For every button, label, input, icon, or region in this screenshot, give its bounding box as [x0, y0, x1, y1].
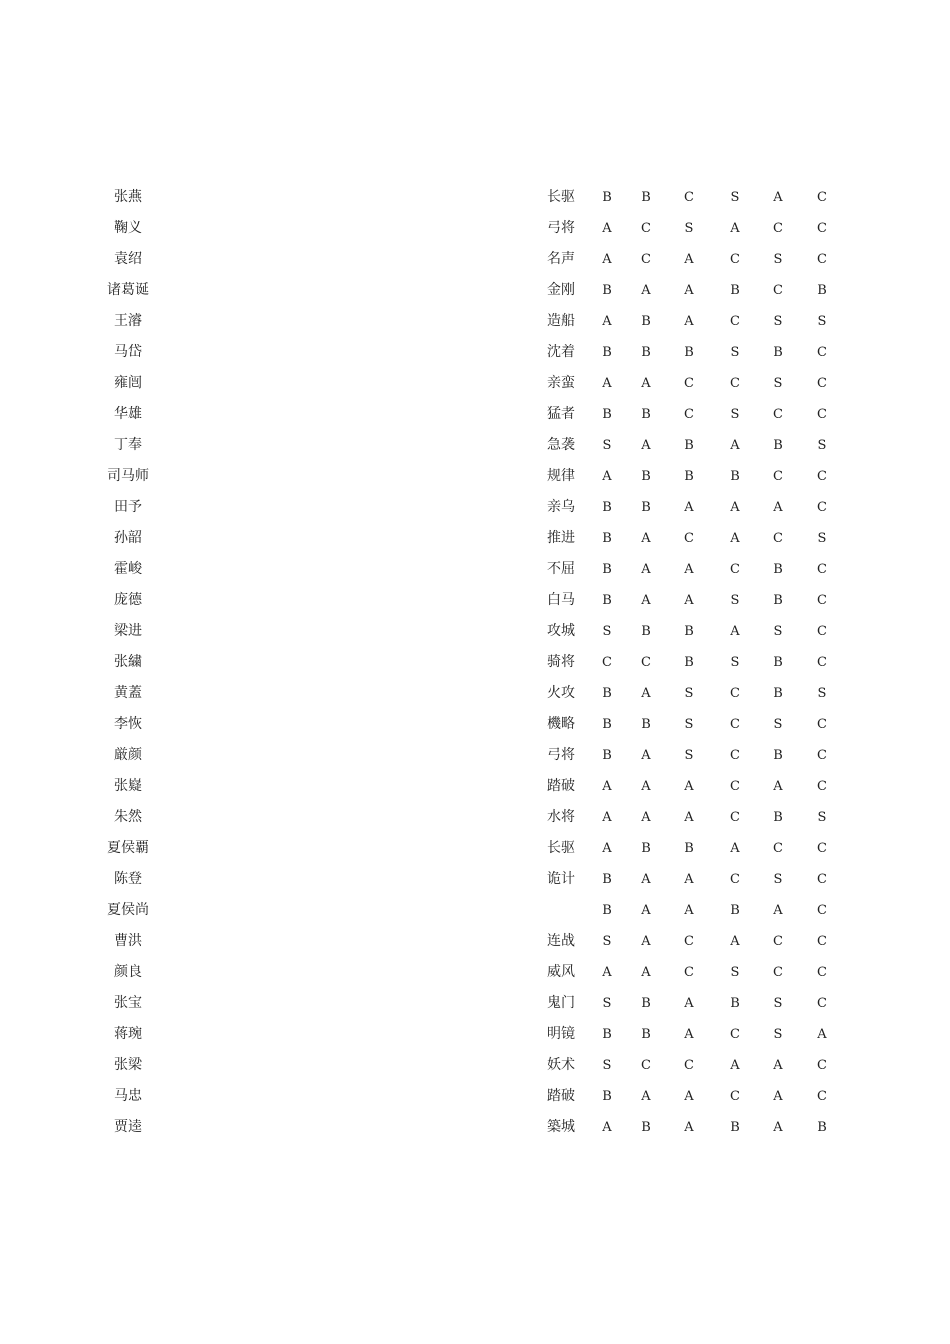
aptitude-grade: C	[773, 934, 783, 949]
aptitude-grade: B	[641, 996, 651, 1011]
table-row	[0, 275, 950, 306]
aptitude-grade: A	[602, 1120, 612, 1135]
aptitude-grade: B	[602, 717, 612, 732]
aptitude-grade: A	[684, 283, 694, 298]
aptitude-grade: A	[641, 779, 651, 794]
aptitude-grade: A	[773, 903, 783, 918]
officer-skill: 踏破	[547, 1088, 575, 1104]
officer-name: 马忠	[114, 1088, 142, 1104]
table-row	[0, 368, 950, 399]
officer-name: 陈登	[114, 871, 142, 887]
aptitude-grade: A	[773, 1058, 783, 1073]
officer-skill: 规律	[547, 468, 575, 484]
table-row	[0, 492, 950, 523]
aptitude-grade: A	[684, 314, 694, 329]
aptitude-grade: B	[602, 1089, 612, 1104]
aptitude-grade: A	[730, 221, 740, 236]
aptitude-grade: A	[730, 531, 740, 546]
aptitude-grade: S	[602, 996, 612, 1011]
table-row	[0, 802, 950, 833]
officer-skill: 水将	[547, 809, 575, 825]
aptitude-grade: B	[730, 283, 740, 298]
aptitude-grade: C	[817, 903, 827, 918]
aptitude-grade: A	[730, 624, 740, 639]
aptitude-grade: A	[730, 841, 740, 856]
aptitude-grade: C	[773, 283, 783, 298]
officer-skill: 造船	[547, 313, 575, 329]
aptitude-grade: C	[817, 1058, 827, 1073]
aptitude-grade: A	[684, 500, 694, 515]
aptitude-grade: B	[602, 593, 612, 608]
aptitude-grade: C	[730, 376, 740, 391]
aptitude-grade: B	[602, 903, 612, 918]
aptitude-grade: A	[602, 221, 612, 236]
aptitude-grade: B	[684, 655, 694, 670]
aptitude-grade: S	[730, 407, 740, 422]
officer-skill: 機略	[547, 716, 575, 732]
aptitude-grade: A	[684, 593, 694, 608]
officer-name: 曹洪	[114, 933, 142, 949]
aptitude-grade: C	[817, 1089, 827, 1104]
aptitude-grade: C	[817, 190, 827, 205]
aptitude-grade: S	[602, 1058, 612, 1073]
aptitude-grade: C	[773, 221, 783, 236]
aptitude-grade: A	[602, 779, 612, 794]
aptitude-grade: B	[641, 624, 651, 639]
aptitude-grade: C	[817, 841, 827, 856]
aptitude-grade: C	[641, 252, 651, 267]
aptitude-grade: A	[641, 934, 651, 949]
table-row	[0, 678, 950, 709]
aptitude-grade: S	[684, 686, 694, 701]
aptitude-grade: B	[602, 686, 612, 701]
officer-name: 厳颜	[114, 747, 142, 763]
aptitude-grade: B	[773, 593, 783, 608]
aptitude-grade: B	[602, 345, 612, 360]
aptitude-grade: A	[684, 903, 694, 918]
officer-name: 朱然	[114, 809, 142, 825]
officer-name: 张繍	[114, 654, 142, 670]
table-row	[0, 585, 950, 616]
table-row	[0, 554, 950, 585]
aptitude-grade: C	[773, 407, 783, 422]
officer-name: 袁绍	[114, 251, 142, 267]
table-row	[0, 461, 950, 492]
aptitude-grade: S	[817, 438, 827, 453]
officer-name: 丁奉	[114, 437, 142, 453]
officer-skill: 威风	[547, 964, 575, 980]
aptitude-grade: A	[641, 531, 651, 546]
aptitude-grade: A	[730, 438, 740, 453]
aptitude-grade: A	[641, 376, 651, 391]
aptitude-grade: B	[641, 345, 651, 360]
aptitude-grade: C	[730, 252, 740, 267]
aptitude-grade: S	[602, 438, 612, 453]
aptitude-grade: A	[684, 810, 694, 825]
table-row	[0, 399, 950, 430]
aptitude-grade: A	[817, 1027, 827, 1042]
table-row	[0, 957, 950, 988]
aptitude-grade: A	[641, 438, 651, 453]
aptitude-grade: C	[773, 469, 783, 484]
aptitude-grade: C	[817, 252, 827, 267]
officer-name: 孙韶	[114, 530, 142, 546]
aptitude-grade: C	[817, 779, 827, 794]
aptitude-grade: S	[817, 810, 827, 825]
aptitude-grade: B	[641, 1027, 651, 1042]
table-row	[0, 1050, 950, 1081]
officer-skill: 长驱	[547, 189, 575, 205]
aptitude-grade: A	[684, 1027, 694, 1042]
officer-name: 贾逵	[114, 1119, 142, 1135]
aptitude-grade: B	[684, 469, 694, 484]
aptitude-grade: C	[817, 934, 827, 949]
officer-name: 夏侯覇	[107, 840, 149, 856]
officer-name: 马岱	[114, 344, 142, 360]
aptitude-grade: C	[773, 841, 783, 856]
aptitude-grade: C	[684, 965, 694, 980]
aptitude-grade: B	[602, 283, 612, 298]
aptitude-grade: B	[730, 1120, 740, 1135]
aptitude-grade: C	[817, 872, 827, 887]
aptitude-grade: C	[730, 1027, 740, 1042]
aptitude-grade: C	[730, 872, 740, 887]
officer-name: 颜良	[114, 964, 142, 980]
aptitude-grade: C	[817, 221, 827, 236]
table-row	[0, 926, 950, 957]
aptitude-grade: B	[817, 1120, 827, 1135]
aptitude-grade: B	[773, 810, 783, 825]
officer-skill: 连战	[547, 933, 575, 949]
table-row	[0, 709, 950, 740]
aptitude-grade: B	[602, 562, 612, 577]
aptitude-grade: C	[730, 314, 740, 329]
officer-name: 梁进	[114, 623, 142, 639]
aptitude-grade: A	[641, 810, 651, 825]
aptitude-grade: C	[641, 1058, 651, 1073]
aptitude-grade: S	[684, 717, 694, 732]
aptitude-grade: A	[641, 872, 651, 887]
aptitude-grade: A	[641, 593, 651, 608]
aptitude-grade: C	[602, 655, 612, 670]
aptitude-grade: B	[773, 562, 783, 577]
aptitude-grade: C	[817, 500, 827, 515]
aptitude-grade: C	[817, 655, 827, 670]
aptitude-grade: A	[641, 965, 651, 980]
aptitude-grade: B	[641, 469, 651, 484]
aptitude-grade: C	[730, 717, 740, 732]
aptitude-grade: C	[817, 376, 827, 391]
aptitude-grade: A	[773, 1120, 783, 1135]
officer-skill: 推进	[547, 530, 575, 546]
officer-name: 蒋琬	[114, 1026, 142, 1042]
officer-name: 华雄	[114, 406, 142, 422]
aptitude-grade: C	[773, 965, 783, 980]
aptitude-grade: S	[773, 252, 783, 267]
officer-name: 田予	[114, 499, 142, 515]
aptitude-grade: A	[730, 934, 740, 949]
aptitude-grade: B	[602, 1027, 612, 1042]
aptitude-grade: S	[602, 624, 612, 639]
aptitude-grade: S	[773, 1027, 783, 1042]
aptitude-grade: C	[641, 655, 651, 670]
table-row	[0, 213, 950, 244]
officer-skill: 急袭	[547, 437, 575, 453]
aptitude-grade: S	[773, 996, 783, 1011]
table-row	[0, 833, 950, 864]
aptitude-grade: A	[730, 1058, 740, 1073]
aptitude-grade: C	[730, 748, 740, 763]
table-row	[0, 864, 950, 895]
aptitude-grade: A	[602, 376, 612, 391]
officer-skill: 金刚	[547, 282, 575, 298]
aptitude-grade: A	[773, 779, 783, 794]
aptitude-grade: A	[602, 252, 612, 267]
aptitude-grade: C	[684, 531, 694, 546]
aptitude-grade: A	[684, 252, 694, 267]
officer-skill: 长驱	[547, 840, 575, 856]
officer-skill: 亲乌	[547, 499, 575, 515]
aptitude-grade: B	[602, 748, 612, 763]
aptitude-grade: C	[684, 1058, 694, 1073]
officer-skill: 诡计	[547, 871, 575, 887]
aptitude-grade: B	[602, 531, 612, 546]
officer-name: 庞德	[114, 592, 142, 608]
aptitude-grade: S	[730, 593, 740, 608]
aptitude-grade: C	[730, 1089, 740, 1104]
table-row	[0, 523, 950, 554]
aptitude-grade: S	[773, 376, 783, 391]
aptitude-grade: A	[602, 810, 612, 825]
aptitude-grade: S	[730, 345, 740, 360]
officer-name: 张宝	[114, 995, 142, 1011]
aptitude-grade: B	[641, 190, 651, 205]
officer-skill	[536, 895, 586, 926]
officer-skill: 沈着	[547, 344, 575, 360]
aptitude-grade: B	[730, 903, 740, 918]
table-row	[0, 1019, 950, 1050]
aptitude-grade: B	[641, 407, 651, 422]
aptitude-grade: A	[773, 190, 783, 205]
aptitude-grade: B	[641, 314, 651, 329]
aptitude-grade: C	[730, 810, 740, 825]
aptitude-grade: B	[602, 407, 612, 422]
aptitude-grade: A	[684, 996, 694, 1011]
table-row	[0, 337, 950, 368]
table-row	[0, 988, 950, 1019]
officer-skill: 弓将	[547, 220, 575, 236]
aptitude-grade: A	[684, 1120, 694, 1135]
officer-name: 雍闿	[114, 375, 142, 391]
aptitude-grade: A	[684, 562, 694, 577]
aptitude-grade: A	[641, 686, 651, 701]
aptitude-grade: B	[773, 686, 783, 701]
aptitude-grade: C	[730, 779, 740, 794]
aptitude-grade: S	[773, 717, 783, 732]
aptitude-grade: C	[684, 376, 694, 391]
aptitude-grade: C	[817, 407, 827, 422]
table-row	[0, 244, 950, 275]
officer-skill: 妖术	[547, 1057, 575, 1073]
aptitude-grade: B	[641, 717, 651, 732]
officer-skill: 鬼门	[547, 995, 575, 1011]
aptitude-grade: B	[730, 469, 740, 484]
officer-name: 李恢	[114, 716, 142, 732]
aptitude-grade: C	[817, 717, 827, 732]
aptitude-grade: C	[730, 562, 740, 577]
officer-skill: 火攻	[547, 685, 575, 701]
officer-name: 霍峻	[114, 561, 142, 577]
officer-name: 夏侯尚	[107, 902, 149, 918]
aptitude-grade: C	[641, 221, 651, 236]
aptitude-grade: A	[602, 314, 612, 329]
aptitude-grade: B	[773, 748, 783, 763]
aptitude-grade: B	[641, 841, 651, 856]
aptitude-grade: B	[602, 872, 612, 887]
aptitude-grade: A	[773, 500, 783, 515]
officer-name: 张燕	[114, 189, 142, 205]
table-row	[0, 895, 950, 926]
aptitude-grade: B	[817, 283, 827, 298]
aptitude-grade: A	[602, 469, 612, 484]
aptitude-grade: S	[602, 934, 612, 949]
officer-name: 鞠义	[114, 220, 142, 236]
aptitude-grade: B	[730, 996, 740, 1011]
officer-skill: 亲蛮	[547, 375, 575, 391]
aptitude-grade: S	[773, 624, 783, 639]
aptitude-grade: B	[773, 438, 783, 453]
aptitude-grade: S	[773, 872, 783, 887]
aptitude-grade: A	[602, 965, 612, 980]
aptitude-grade: A	[641, 1089, 651, 1104]
aptitude-grade: S	[684, 221, 694, 236]
officer-skill: 不屈	[547, 561, 575, 577]
table-row	[0, 647, 950, 678]
aptitude-grade: C	[817, 562, 827, 577]
aptitude-grade: S	[817, 314, 827, 329]
aptitude-grade: C	[684, 934, 694, 949]
aptitude-grade: A	[602, 841, 612, 856]
aptitude-grade: B	[684, 438, 694, 453]
table-row	[0, 1112, 950, 1143]
aptitude-grade: C	[684, 190, 694, 205]
officer-skill: 明镜	[547, 1026, 575, 1042]
aptitude-grade: C	[817, 965, 827, 980]
aptitude-grade: S	[730, 965, 740, 980]
aptitude-grade: C	[773, 531, 783, 546]
officer-name: 王濬	[114, 313, 142, 329]
aptitude-grade: A	[641, 903, 651, 918]
aptitude-grade: A	[684, 1089, 694, 1104]
table-row	[0, 740, 950, 771]
officer-name: 张梁	[114, 1057, 142, 1073]
officer-name: 司马师	[107, 468, 149, 484]
aptitude-grade: B	[773, 655, 783, 670]
officer-roster-table	[0, 182, 950, 1143]
officer-skill: 猛者	[547, 406, 575, 422]
table-row	[0, 430, 950, 461]
table-row	[0, 1081, 950, 1112]
aptitude-grade: C	[817, 748, 827, 763]
aptitude-grade: C	[730, 686, 740, 701]
aptitude-grade: A	[641, 562, 651, 577]
aptitude-grade: S	[817, 531, 827, 546]
officer-skill: 踏破	[547, 778, 575, 794]
aptitude-grade: B	[641, 1120, 651, 1135]
aptitude-grade: A	[641, 283, 651, 298]
officer-skill: 白马	[547, 592, 575, 608]
aptitude-grade: A	[641, 748, 651, 763]
table-row	[0, 306, 950, 337]
officer-skill: 骑将	[547, 654, 575, 670]
aptitude-grade: S	[730, 190, 740, 205]
officer-name: 诸葛诞	[107, 282, 149, 298]
aptitude-grade: A	[730, 500, 740, 515]
aptitude-grade: C	[817, 624, 827, 639]
aptitude-grade: A	[684, 872, 694, 887]
officer-skill: 築城	[547, 1119, 575, 1135]
aptitude-grade: B	[684, 345, 694, 360]
officer-name: 张嶷	[114, 778, 142, 794]
aptitude-grade: B	[773, 345, 783, 360]
aptitude-grade: C	[817, 996, 827, 1011]
table-row	[0, 616, 950, 647]
aptitude-grade: B	[602, 500, 612, 515]
officer-skill: 攻城	[547, 623, 575, 639]
aptitude-grade: B	[602, 190, 612, 205]
officer-skill: 弓将	[547, 747, 575, 763]
aptitude-grade: C	[817, 345, 827, 360]
officer-name: 黄蓋	[114, 685, 142, 701]
aptitude-grade: S	[817, 686, 827, 701]
aptitude-grade: S	[730, 655, 740, 670]
aptitude-grade: C	[684, 407, 694, 422]
officer-skill: 名声	[547, 251, 575, 267]
aptitude-grade: B	[684, 624, 694, 639]
aptitude-grade: S	[773, 314, 783, 329]
aptitude-grade: C	[817, 593, 827, 608]
aptitude-grade: A	[684, 779, 694, 794]
aptitude-grade: S	[684, 748, 694, 763]
aptitude-grade: B	[641, 500, 651, 515]
table-row	[0, 182, 950, 213]
table-row	[0, 771, 950, 802]
aptitude-grade: B	[684, 841, 694, 856]
aptitude-grade: A	[773, 1089, 783, 1104]
aptitude-grade: C	[817, 469, 827, 484]
